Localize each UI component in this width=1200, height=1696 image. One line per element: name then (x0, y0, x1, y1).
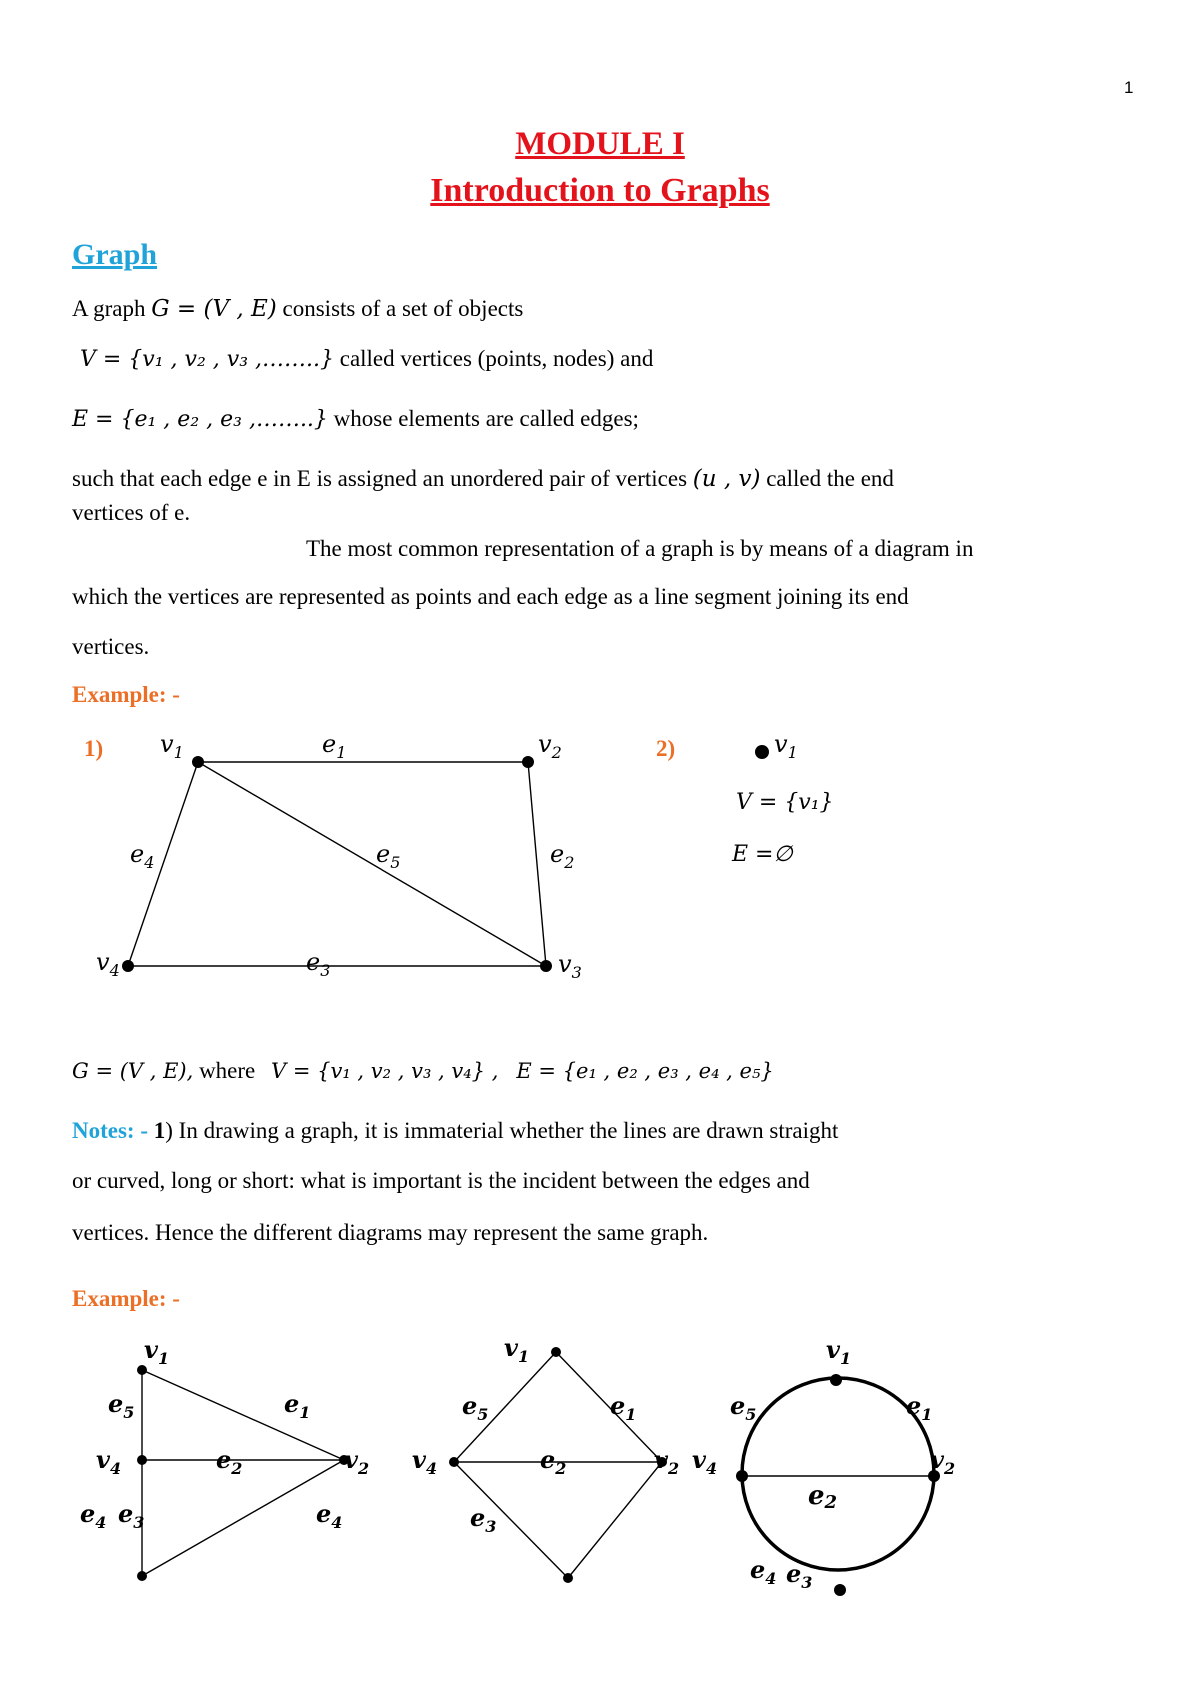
notes-number: 1 (153, 1118, 166, 1143)
label-v1: $v_1$ (160, 730, 184, 762)
label-e4: $e_4$ (130, 840, 155, 872)
summary-e-set: E = {e₁ , e₂ , e₃ , e₄ , e₅} (516, 1059, 774, 1083)
g3-label-v2: $v_2$ (930, 1445, 956, 1478)
g1-vertex-bottom (137, 1571, 147, 1581)
def-line4-prefix: such that each edge e in E is assigned an unordered pair of vertices (72, 466, 693, 491)
def-line1-prefix: A graph (72, 296, 152, 321)
label-e3: $e_3$ (306, 948, 331, 980)
g1-edge-v1-v2 (142, 1370, 344, 1460)
g1-label-e3: $e_3$ (118, 1499, 145, 1532)
example-1-label: 1) (84, 736, 104, 761)
g3-label-e3: $e_3$ (786, 1559, 813, 1592)
chapter-title: Introduction to Graphs (430, 172, 770, 209)
g2-label-v4: $v_4$ (412, 1445, 438, 1478)
g1-label-e2: $e_2$ (216, 1445, 243, 1478)
summary-where: where (193, 1058, 261, 1083)
g1-vertex-v4 (137, 1455, 147, 1465)
g2-edge-bottom-right (568, 1462, 662, 1578)
def-line1-math: G = (V , E) (151, 296, 277, 322)
g3-label-e4: $e_4$ (750, 1555, 777, 1588)
edge-set-math: E = {e₁ , e₂ , e₃ ,……..} (72, 407, 328, 432)
example-2-label: 2) (656, 736, 676, 761)
module-title: MODULE I (515, 126, 685, 162)
g1-edge-bottom-v2 (142, 1460, 344, 1576)
g3-label-e1: $e_1$ (906, 1391, 933, 1424)
label-e1: $e_1$ (322, 730, 347, 762)
g2-label-v1: $v_1$ (504, 1333, 530, 1366)
label-v4: $v_4$ (96, 948, 120, 980)
g2-edge-top-right (556, 1352, 662, 1462)
g3-vertex-v4 (736, 1470, 748, 1482)
paragraph-line-3: vertices. (72, 634, 150, 659)
g1-label-v4: $v_4$ (96, 1445, 122, 1478)
notes-text-1: ) In drawing a graph, it is immaterial whether the lines are drawn straight (165, 1118, 839, 1143)
g2-label-e3: $e_3$ (470, 1503, 497, 1536)
g2-label-e1: $e_1$ (610, 1391, 637, 1424)
g1-label-v2: $v_2$ (344, 1445, 370, 1478)
g1-label-e4b: $e_4$ (316, 1499, 343, 1532)
def-line2-text: called vertices (points, nodes) and (333, 346, 654, 371)
def-line3-text: whose elements are called edges; (327, 406, 639, 431)
g2-vertex-v4 (449, 1457, 459, 1467)
label-v3: $v_3$ (558, 950, 582, 982)
g1-label-e5: $e_5$ (108, 1389, 135, 1422)
label-v2: $v_2$ (538, 730, 562, 762)
single-edge-set: E =∅ (732, 842, 793, 867)
g1-vertex-v1 (137, 1365, 147, 1375)
g3-label-v4: $v_4$ (692, 1445, 718, 1478)
label-e5: $e_5$ (376, 840, 401, 872)
g1-label-e4: $e_4$ (80, 1499, 107, 1532)
notes-label: Notes: - (72, 1118, 154, 1143)
definition-line-5: vertices of e. (72, 500, 191, 525)
label-e2: $e_2$ (550, 840, 575, 872)
notes-line-3: vertices. Hence the different diagrams may represent the same graph. (72, 1220, 709, 1245)
summary-v-set: V = {v₁ , v₂ , v₃ , v₄} , (271, 1059, 499, 1083)
example-heading-1: Example: - (72, 682, 180, 707)
paragraph-line-1: The most common representation of a graph is by means of a diagram in (306, 536, 974, 561)
single-vertex-set: V = {v₁} (736, 790, 834, 815)
g2-vertex-v1 (551, 1347, 561, 1357)
g3-label-e2-handwritten: e2 (808, 1481, 838, 1513)
example-heading-2: Example: - (72, 1286, 180, 1311)
notes-line-2: or curved, long or short: what is important is the incident between the edges and (72, 1168, 810, 1193)
summary-g: G = (V , E), (72, 1059, 194, 1083)
def-line4-suffix: called the end (760, 466, 894, 491)
section-heading-graph: Graph (72, 238, 158, 271)
def-line4-math: (u , v) (692, 466, 761, 492)
g3-vertex-v1 (830, 1374, 842, 1386)
g1-label-v1: $v_1$ (144, 1335, 170, 1368)
g2-label-e5: $e_5$ (462, 1391, 489, 1424)
paragraph-line-2: which the vertices are represented as points and each edge as a line segment joining its end (72, 584, 909, 609)
g2-vertex-bottom (563, 1573, 573, 1583)
g3-label-e5: $e_5$ (730, 1391, 757, 1424)
g1-label-e1: $e_1$ (284, 1389, 311, 1422)
label-single-v1: $v_1$ (774, 730, 798, 762)
page-number: 1 (1124, 78, 1134, 97)
vertex-set-math: V = {v₁ , v₂ , v₃ ,……..} (80, 347, 334, 372)
g3-vertex-bottom (834, 1584, 846, 1596)
g3-label-v1: $v_1$ (826, 1335, 852, 1368)
g2-label-v2: $v_2$ (654, 1445, 680, 1478)
g2-label-e2: $e_2$ (540, 1445, 567, 1478)
def-line1-suffix: consists of a set of objects (276, 296, 524, 321)
